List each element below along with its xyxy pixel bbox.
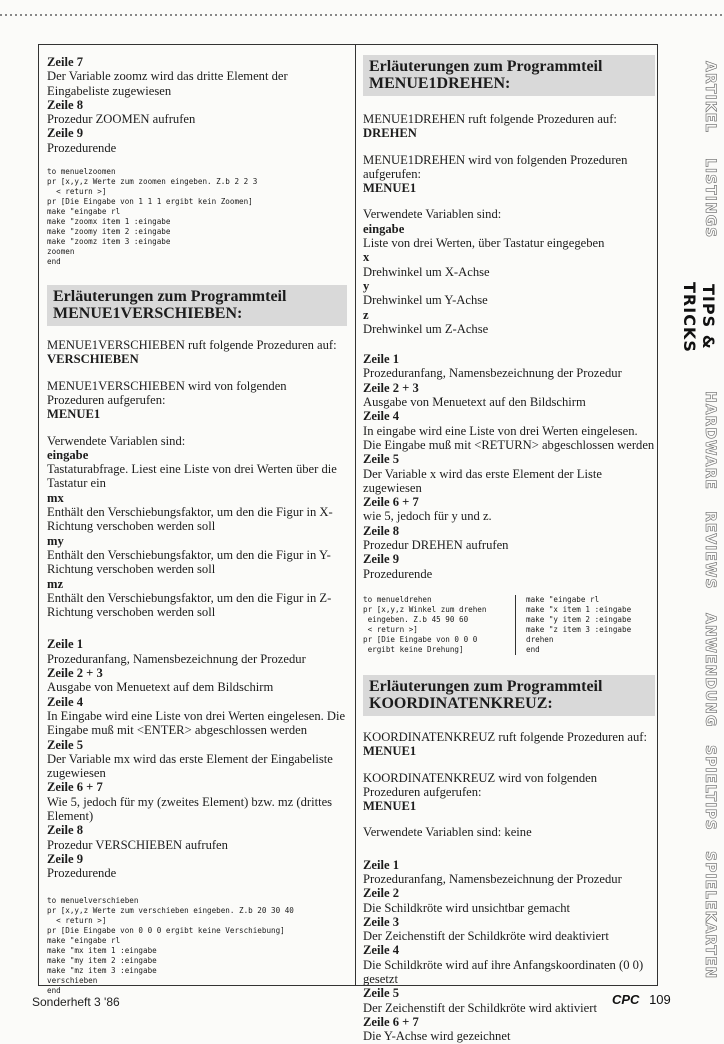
line-heading: Zeile 6 + 7 [363,1014,419,1029]
footer-pagination [612,992,671,1007]
line-heading: Zeile 2 + 3 [363,380,419,395]
line-text: Die Schildkröte wird unsichtbar gemacht [363,900,571,915]
paragraph: MENUE1VERSCHIEBEN wird von folgenden Prozeduren aufgerufen: [47,378,287,407]
line-text: Der Variable x wird das erste Element der Liste zugewiesen [363,466,602,495]
code-listing-menue1drehen [363,595,655,655]
sidebar-tab-hardware: HARDWARE [702,390,718,490]
line-text: Prozedurende [47,140,117,155]
section-sidebar [670,44,718,989]
variable-name: z [363,307,369,322]
paragraph: Verwendete Variablen sind: keine [363,825,532,840]
line-heading: Zeile 5 [363,452,400,467]
line-heading: Zeile 6 + 7 [47,780,103,795]
line-heading: Zeile 9 [363,552,400,567]
section-header-line1: Erläuterungen zum Programmteil [53,288,287,306]
line-text: Der Variable zoomz wird das dritte Element der Eingabeliste zugewiesen [47,69,288,98]
variable-name: x [363,250,370,265]
line-heading: Zeile 8 [47,97,84,112]
variable-text: Liste von drei Werten, über Tastatur eingegeben [363,236,605,251]
line-text: Prozedur DREHEN aufrufen [363,538,509,553]
line-heading: Zeile 4 [363,943,400,958]
code-part-1: to menueldrehen pr [x,y,z Winkel zum drehen eingeben. Z.b 45 90 60 < return >] pr [Die Eingabe von 0 0 0 ergibt keine Drehung] [363,595,516,655]
footer-brand: CPC [612,992,640,1007]
section-header-koordinatenkreuz [363,675,655,716]
line-text: Ausgabe von Menuetext auf den Bildschirm [363,395,586,410]
variable-text: Enthält den Verschiebungsfaktor, um den die Figur in Y-Richtung verschoben werden soll [47,547,331,577]
paragraph: MENUE1DREHEN wird von folgenden Prozeduren aufgerufen: [363,152,628,181]
line-heading: Zeile 2 + 3 [47,666,103,681]
variable-name: y [363,278,370,293]
sidebar-tab-tips-tricks: TIPS & TRICKS [680,281,718,353]
line-text: Prozedurende [47,866,117,881]
section-header-line2: MENUE1DREHEN: [369,75,511,92]
sidebar-tab-reviews: REVIEWS [702,510,718,590]
left-column [47,45,347,996]
line-text: In Eingabe wird eine Liste von drei Werten eingelesen. Die Eingabe muß mit <ENTER> abgeschlossen werden [47,708,346,738]
code-listing-menue1verschieben: to menuelverschieben pr [x,y,z Werte zum verschieben eingeben. Z.b 20 30 40 < return >] pr [Die Eingabe von 0 0 0 ergibt keine Verschiebung] make "eingabe rl make "mx item 1 :eingabe make "my item 2 :eingabe make "mz item 3 :eingabe verschieben end [47,896,294,996]
line-text: Prozeduranfang, Namensbezeichnung der Prozedur [363,871,622,886]
line-heading: Zeile 1 [363,857,400,872]
variable-name: mz [47,576,64,591]
code-part-2: make "eingabe rl make "x item 1 :eingabe make "y item 2 :eingabe make "z item 3 :eingabe drehen end [526,594,632,654]
variable-text: Drehwinkel um Y-Achse [363,293,488,308]
line-heading: Zeile 5 [47,737,84,752]
paragraph: MENUE1VERSCHIEBEN ruft folgende Prozeduren auf: [47,338,337,353]
column-divider [355,45,356,985]
variable-text: Enthält den Verschiebungsfaktor, um den die Figur in X-Richtung verschoben werden soll [47,505,333,534]
line-heading: Zeile 8 [363,523,400,538]
line-text: Prozeduranfang, Namensbezeichnung der Prozedur [47,651,306,666]
line-text: Prozedur ZOOMEN aufrufen [47,112,196,127]
line-text: Die Y-Achse wird gezeichnet [363,1029,511,1044]
procedure-name: MENUE1 [363,799,417,814]
line-text: Der Zeichenstift der Schildkröte wird aktiviert [363,1000,597,1015]
line-heading: Zeile 8 [47,823,84,838]
line-heading: Zeile 1 [363,352,400,367]
variable-text: Drehwinkel um Z-Achse [363,321,489,336]
line-heading: Zeile 1 [47,637,84,652]
line-heading: Zeile 5 [363,986,400,1001]
line-heading: Zeile 2 [363,886,400,901]
procedure-name: MENUE1 [47,407,101,422]
variable-text: Tastaturabfrage. Liest eine Liste von drei Werten über die Tastatur ein [47,462,337,491]
variable-text: Enthält den Verschiebungsfaktor, um den die Figur in Z-Richtung verschoben werden soll [47,590,332,620]
line-text: Wie 5, jedoch für my (zweites Element) bzw. mz (drittes Element) [47,794,333,823]
paragraph: KOORDINATENKREUZ wird von folgenden Prozeduren aufgerufen: [363,770,597,799]
variable-name: eingabe [47,447,89,462]
section-header-verschieben [47,285,347,326]
paragraph: MENUE1DREHEN ruft folgende Prozeduren auf: [363,112,617,126]
line-text: Prozedur VERSCHIEBEN aufrufen [47,837,228,852]
variable-name: eingabe [363,221,405,236]
paragraph: KOORDINATENKREUZ ruft folgende Prozeduren auf: [363,729,647,744]
line-text: Die Schildkröte wird auf ihre Anfangskoordinaten (0 0) gesetzt [363,957,644,987]
line-text: wie 5, jedoch für y und z. [363,509,492,524]
footer-issue: Sonderheft 3 '86 [32,995,120,1009]
variable-text: Drehwinkel um X-Achse [363,264,490,279]
section-header-drehen [363,55,655,96]
line-heading: Zeile 4 [47,694,84,709]
line-heading: Zeile 3 [363,914,400,929]
page-number: 109 [649,992,671,1007]
line-heading: Zeile 4 [363,409,400,424]
procedure-name: MENUE1 [363,744,417,759]
procedure-name: MENUE1 [363,181,417,196]
line-heading: Zeile 9 [47,851,84,866]
paragraph: Verwendete Variablen sind: [47,433,186,448]
line-text: Prozedurende [363,566,433,581]
procedure-name: DREHEN [363,126,417,141]
sidebar-tab-spieltips: SPIELTIPS [702,745,718,831]
right-column [363,45,655,1044]
section-header-line1: Erläuterungen zum Programmteil [369,58,603,75]
line-heading: Zeile 9 [47,126,84,141]
sidebar-tab-listings: LISTINGS [702,157,718,239]
sidebar-tab-artikel: ARTIKEL [702,60,718,134]
line-heading: Zeile 6 + 7 [363,495,419,510]
line-text: Prozeduranfang, Namensbezeichnung der Prozedur [363,366,622,381]
variable-name: mx [47,490,64,505]
line-text: In eingabe wird eine Liste von drei Werten eingelesen. Die Eingabe muß mit <RETURN> abgeschlossen werden [363,423,655,452]
section-header-line1: Erläuterungen zum Programmteil [369,677,603,695]
variable-name: my [47,533,64,548]
line-text: Ausgabe von Menuetext auf dem Bildschirm [47,680,274,695]
section-header-line2: MENUE1VERSCHIEBEN: [53,305,243,323]
line-text: Der Zeichenstift der Schildkröte wird deaktiviert [363,929,609,944]
section-header-line2: KOORDINATENKREUZ: [369,694,553,712]
top-dotted-rule [0,14,724,16]
sidebar-tab-anwendung: ANWENDUNG [702,612,718,728]
line-text: Der Variable mx wird das erste Element der Eingabeliste zugewiesen [47,751,333,781]
procedure-name: VERSCHIEBEN [47,352,139,367]
code-listing-menue1zoomen: to menuelzoomen pr [x,y,z Werte zum zoomen eingeben. Z.b 2 2 3 < return >] pr [Die Eingabe von 1 1 1 ergibt kein Zoomen] make "eingabe rl make "zoomx item 1 :eingabe make "zoomy item 2 :eingabe make "zoomz item 3 :eingabe zoomen end [47,167,258,267]
line-heading: Zeile 7 [47,55,84,69]
sidebar-tab-spielekarten: SPIELEKARTEN [702,851,718,980]
paragraph: Verwendete Variablen sind: [363,207,502,222]
